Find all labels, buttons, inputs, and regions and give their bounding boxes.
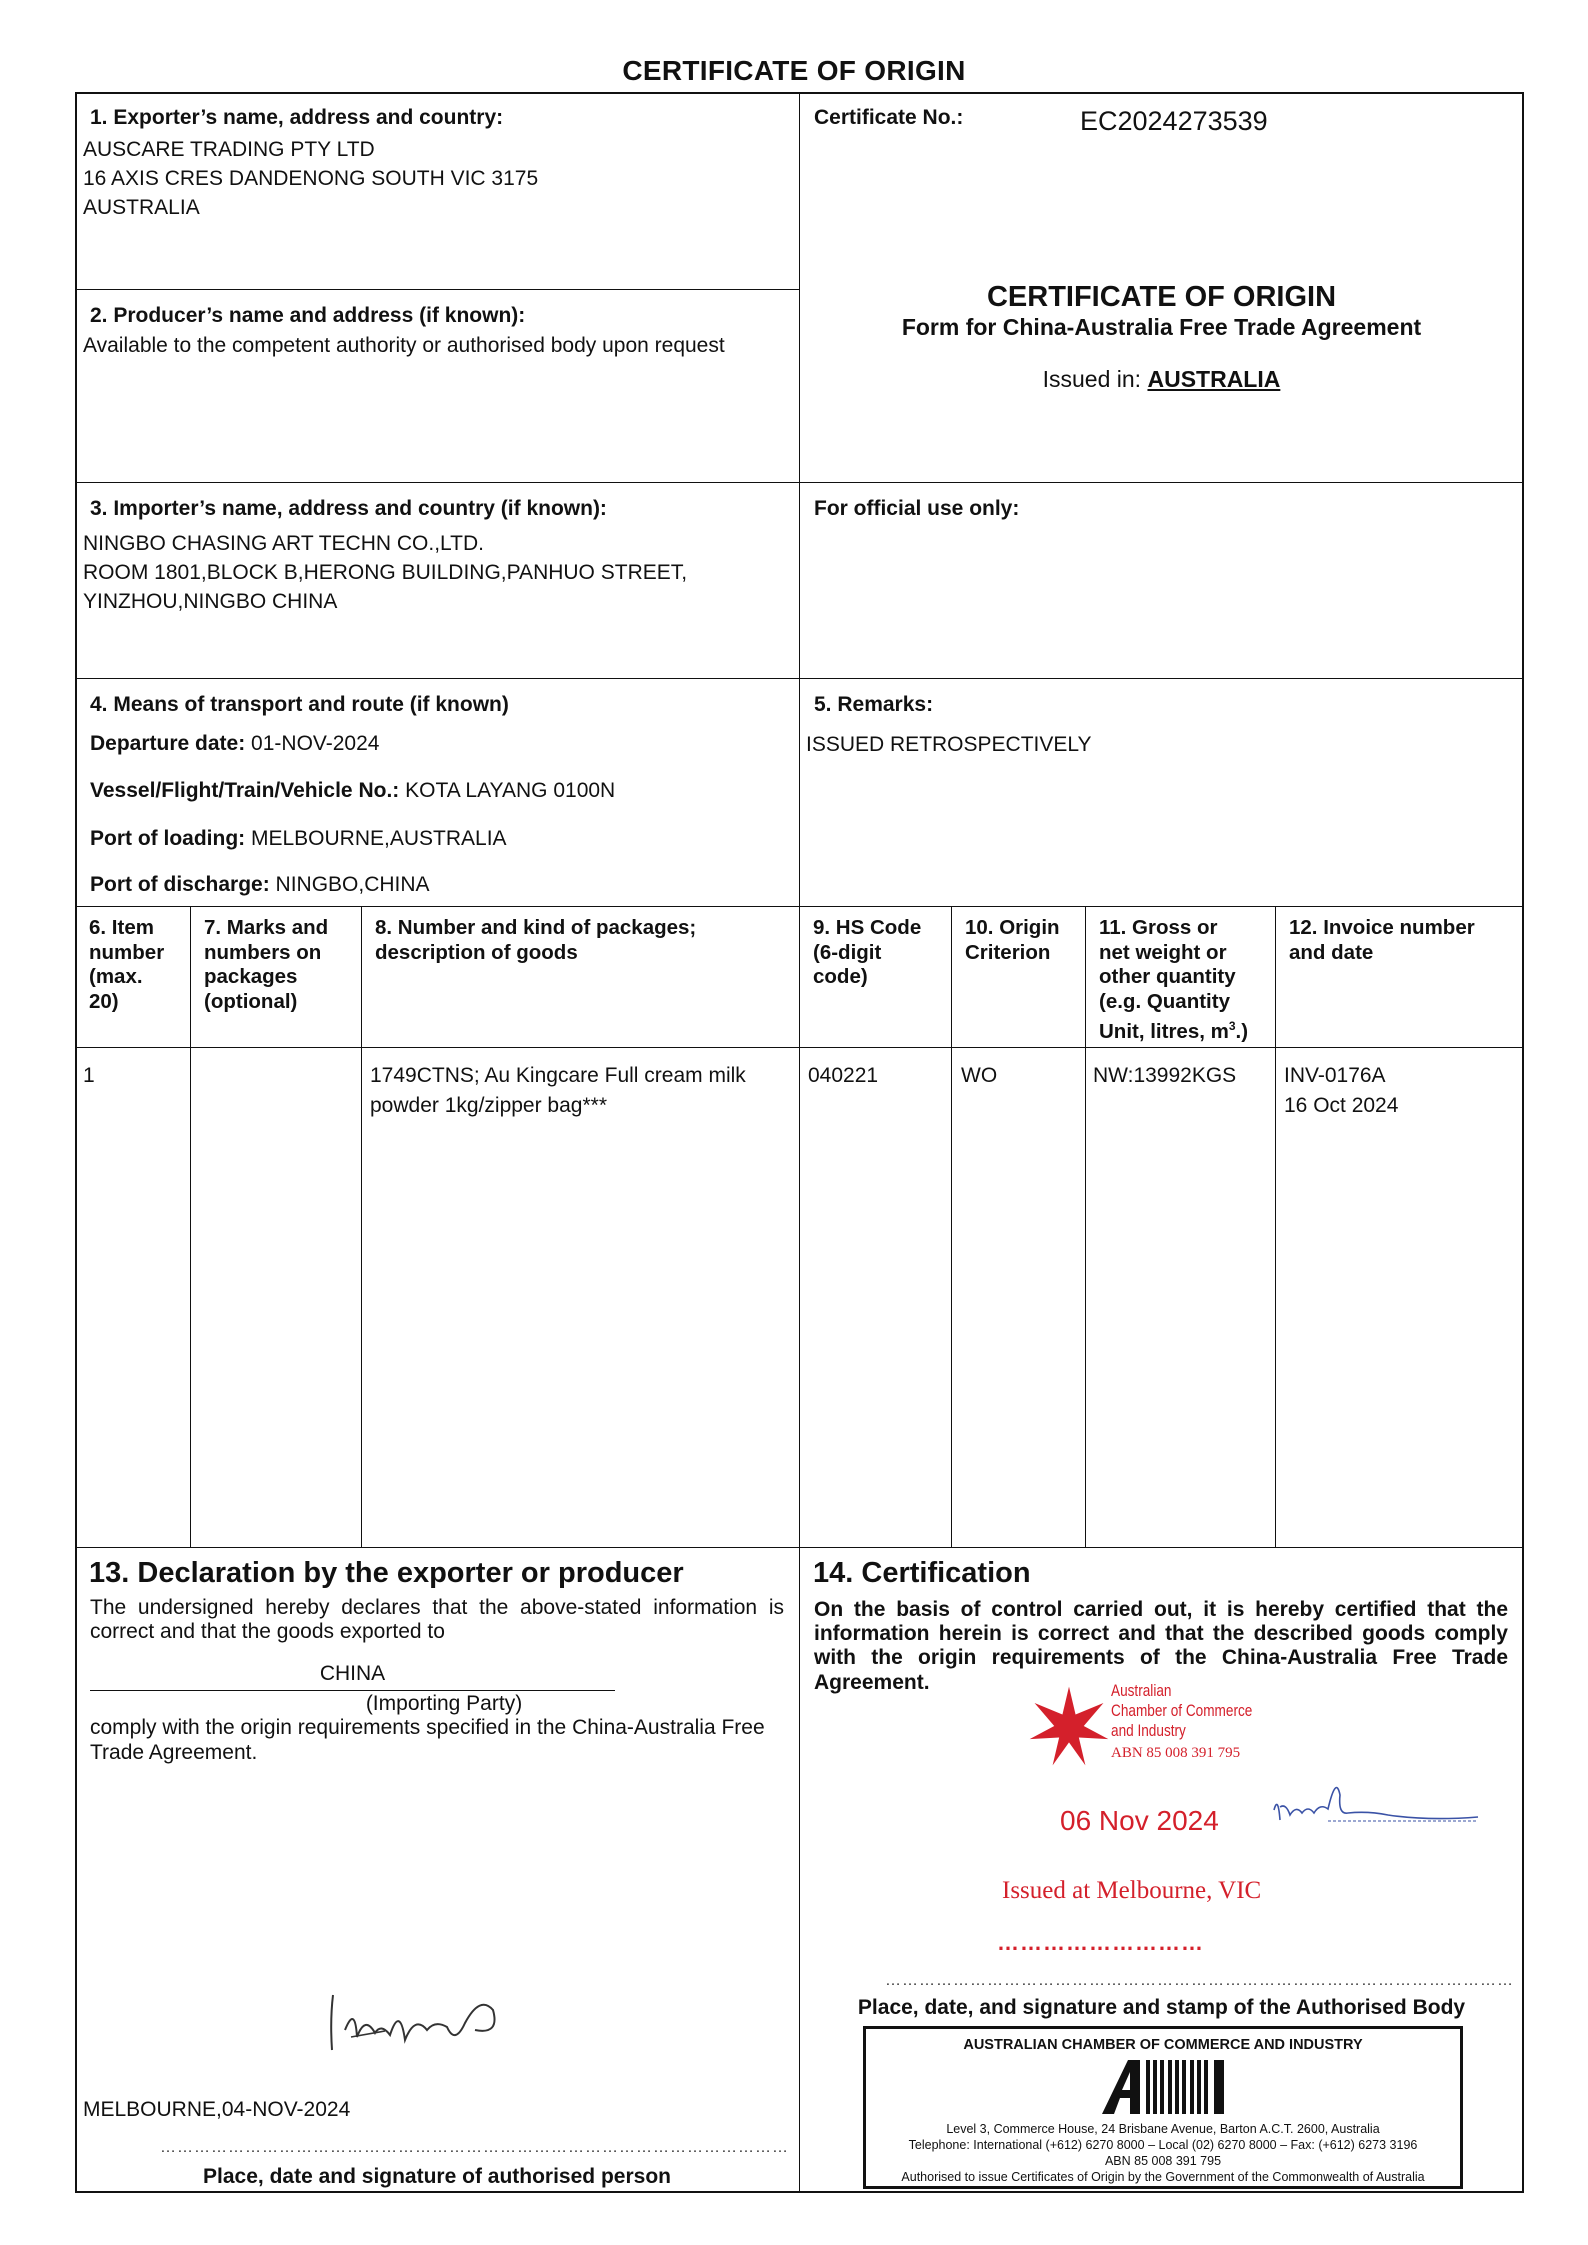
loading-label: Port of loading: [90, 827, 246, 850]
port-of-discharge [90, 870, 430, 899]
vessel-label: Vessel/Flight/Train/Vehicle No.: [90, 779, 400, 802]
col11-line: net weight or [1099, 940, 1227, 964]
declaration-line-1: The undersigned hereby declares that the above-stated information is [90, 1596, 784, 1619]
center-divider-bottom [799, 1547, 800, 2193]
box2-label: 2. Producer’s name and address (if known): [90, 304, 526, 327]
col7-line: 7. Marks and [204, 916, 329, 939]
official-use-label: For official use only: [814, 497, 1020, 520]
col10-line: 10. Origin [965, 916, 1060, 939]
col11-line: other quantity [1099, 965, 1236, 988]
col-divider-11 [1085, 906, 1086, 1547]
issued-in [799, 366, 1524, 393]
col7-header [204, 916, 328, 1014]
departure-date [90, 729, 379, 758]
divider-row2 [75, 482, 1524, 483]
importer-line-2: ROOM 1801,BLOCK B,HERONG BUILDING,PANHUO STREET, [83, 561, 688, 584]
exporter-line-1: AUSCARE TRADING PTY LTD [83, 138, 375, 161]
certificate-subtitle: Form for China-Australia Free Trade Agreement [901, 314, 1422, 340]
exporter-place-date: MELBOURNE,04-NOV-2024 [83, 2098, 351, 2121]
exporter-line-3: AUSTRALIA [83, 196, 200, 219]
col11-line: (e.g. Quantity [1099, 989, 1230, 1013]
vessel-no [90, 776, 615, 805]
chamber-name-3: and Industry [1111, 1721, 1186, 1740]
divider-row4 [75, 906, 1524, 907]
declaration-line-4: Trade Agreement. [90, 1741, 258, 1764]
box3-label: 3. Importer’s name, address and country (if known): [90, 497, 607, 520]
col12-line: and date [1289, 940, 1374, 964]
exporter-line-2: 16 AXIS CRES DANDENONG SOUTH VIC 3175 [83, 167, 539, 190]
box4-label: 4. Means of transport and route (if known) [90, 693, 509, 716]
producer-text: Available to the competent authority or authorised body upon request [83, 334, 725, 357]
acci-telephone: Telephone: International (+612) 6270 8000 – Local (02) 6270 8000 – Fax: (+612) 6273 3196 [908, 2138, 1418, 2152]
row-description-2: powder 1kg/zipper bag*** [370, 1094, 607, 1117]
importer-line-3: YINZHOU,NINGBO CHINA [83, 590, 338, 613]
remarks-text: ISSUED RETROSPECTIVELY [806, 733, 1092, 756]
acci-authorisation: Authorised to issue Certificates of Origin by the Government of the Commonwealth of Australia [901, 2170, 1425, 2184]
col9-line: (6-digit [813, 940, 882, 964]
importing-party-caption: (Importing Party) [365, 1692, 523, 1715]
col-divider-7 [190, 906, 191, 1547]
chamber-abn: ABN 85 008 391 795 [1111, 1745, 1241, 1761]
row-origin-criterion: WO [961, 1064, 998, 1087]
col11-superscript: 3 [1228, 1019, 1236, 1033]
chamber-name-1: Australian [1111, 1681, 1172, 1700]
acci-abn: ABN 85 008 391 795 [1104, 2154, 1222, 2168]
col7-line: (optional) [204, 989, 298, 1013]
row-invoice-date: 16 Oct 2024 [1284, 1094, 1399, 1117]
box1-label: 1. Exporter’s name, address and country: [90, 106, 504, 129]
stamp-red-dots: ……………………… [997, 1930, 1204, 1955]
row-item-number: 1 [83, 1064, 95, 1087]
acci-title: AUSTRALIAN CHAMBER OF COMMERCE AND INDUSTRY [963, 2037, 1363, 2053]
col6-line: 20) [89, 989, 119, 1013]
authorised-signature [1268, 1775, 1488, 1835]
declaration-line-2: correct and that the goods exported to [90, 1620, 445, 1643]
declaration-line-3: comply with the origin requirements specified in the China-Australia Free [90, 1716, 765, 1739]
col7-line: numbers on [204, 940, 322, 964]
col6-line: 6. Item [89, 916, 154, 939]
col9-line: code) [813, 965, 868, 988]
exporter-signature-dots: ………………………………………………………………………………………………… [160, 2139, 789, 2156]
chamber-name-2: Chamber of Commerce [1111, 1701, 1253, 1720]
port-of-loading [90, 824, 507, 853]
discharge-value: NINGBO,CHINA [275, 873, 430, 896]
col11-unit-text: Unit, litres, m [1099, 1019, 1229, 1043]
vessel-value: KOTA LAYANG 0100N [405, 779, 616, 802]
acci-address: Level 3, Commerce House, 24 Brisbane Avenue, Barton A.C.T. 2600, Australia [946, 2122, 1380, 2136]
col9-line: 9. HS Code [813, 916, 922, 939]
certifier-signature-dots: ………………………………………………………………………………………………… [885, 1972, 1514, 1989]
row-invoice-number: INV-0176A [1284, 1064, 1386, 1087]
col6-line: number [89, 940, 165, 964]
row-hs-code: 040221 [808, 1064, 879, 1087]
col9-header [813, 916, 921, 990]
box13-heading: 13. Declaration by the exporter or producer [89, 1557, 684, 1589]
discharge-label: Port of discharge: [90, 873, 270, 896]
box5-label: 5. Remarks: [814, 693, 934, 716]
col-divider-10 [951, 906, 952, 1547]
divider-table-header [75, 1047, 1524, 1048]
col-divider-8 [361, 906, 362, 1547]
departure-label: Departure date: [90, 732, 246, 755]
col6-header [89, 916, 164, 1014]
col10-line: Criterion [965, 940, 1051, 964]
certificate-no-label: Certificate No.: [814, 106, 964, 129]
divider-box1-box2 [75, 289, 799, 290]
col8-line: description of goods [375, 940, 578, 964]
exporter-signature [315, 1975, 515, 2065]
chamber-star-logo [1028, 1685, 1110, 1767]
certification-line-4: Agreement. [814, 1671, 930, 1694]
col11-header [1099, 916, 1248, 1044]
importer-line-1: NINGBO CHASING ART TECHN CO.,LTD. [83, 532, 485, 555]
exporter-signature-caption: Place, date and signature of authorised person [203, 2165, 671, 2188]
certification-line-1: On the basis of control carried out, it is hereby certified that the [814, 1598, 1508, 1621]
document-title: CERTIFICATE OF ORIGIN [622, 55, 966, 86]
col11-line [1099, 1014, 1248, 1044]
certifier-signature-caption: Place, date, and signature and stamp of the Authorised Body [857, 1996, 1466, 2019]
departure-value: 01-NOV-2024 [251, 732, 380, 755]
col11-line: 11. Gross or [1099, 916, 1218, 939]
col-divider-12 [1275, 906, 1276, 1547]
divider-row3 [75, 678, 1524, 679]
certificate-title: CERTIFICATE OF ORIGIN [986, 281, 1337, 313]
acci-logo [1098, 2058, 1228, 2116]
box14-heading: 14. Certification [813, 1557, 1031, 1589]
row-description-1: 1749CTNS; Au Kingcare Full cream milk [370, 1064, 746, 1087]
certificate-no-value: EC2024273539 [1080, 106, 1268, 136]
issued-in-country: AUSTRALIA [1147, 366, 1281, 392]
issued-in-label: Issued in: [1042, 366, 1142, 392]
loading-value: MELBOURNE,AUSTRALIA [251, 827, 507, 850]
importing-party-line [90, 1690, 615, 1691]
row-quantity: NW:13992KGS [1093, 1064, 1237, 1087]
col12-header [1289, 916, 1475, 965]
col11-tail: .) [1235, 1019, 1249, 1043]
certification-line-3: with the origin requirements of the China-Australia Free Trade [814, 1646, 1508, 1669]
col6-line: (max. [89, 965, 143, 988]
col10-header [965, 916, 1060, 965]
col8-header [375, 916, 696, 965]
certification-line-2: information herein is correct and that the described goods comply [814, 1622, 1508, 1645]
col7-line: packages [204, 965, 298, 988]
col8-line: 8. Number and kind of packages; [375, 916, 697, 939]
issued-at: Issued at Melbourne, VIC [1002, 1877, 1262, 1904]
importing-country: CHINA [319, 1662, 386, 1685]
stamp-date: 06 Nov 2024 [1060, 1805, 1219, 1836]
col12-line: 12. Invoice number [1289, 916, 1475, 939]
